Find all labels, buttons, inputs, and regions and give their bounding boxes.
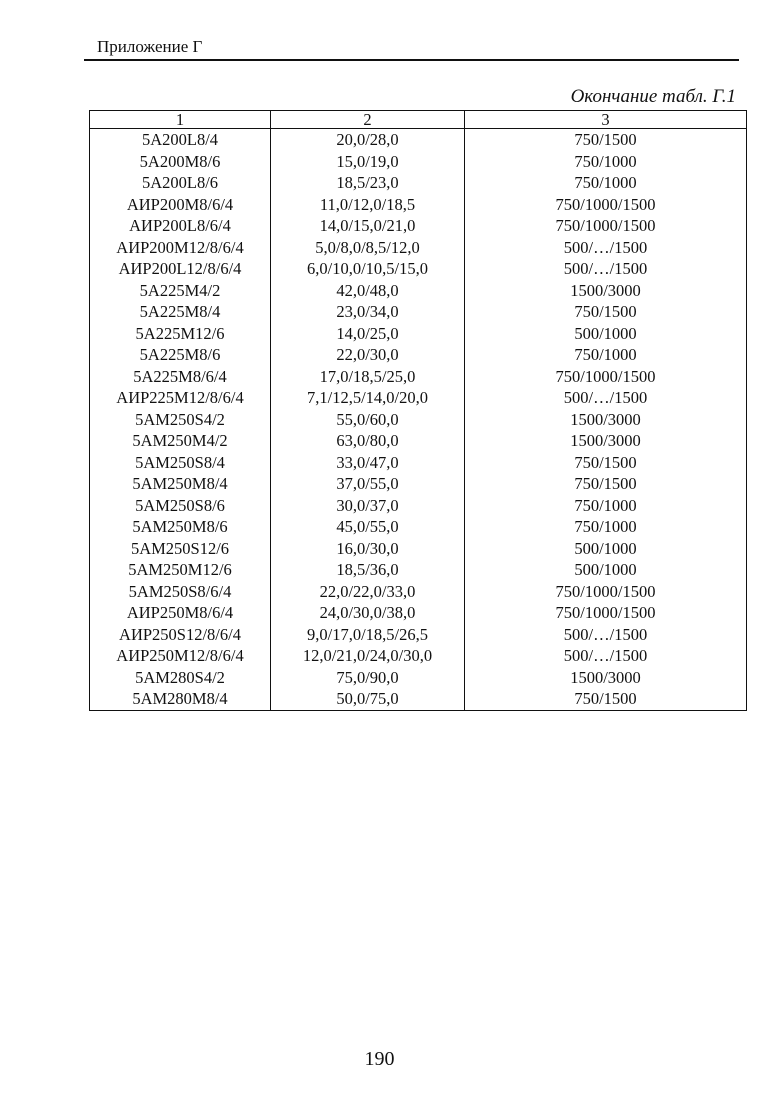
table-cell: 5AM250M12/6 xyxy=(90,559,271,581)
table-body xyxy=(90,129,747,711)
table-cell: 750/1500 xyxy=(465,301,747,323)
table-cell: 5AM250S4/2 xyxy=(90,409,271,431)
table-row xyxy=(90,280,747,302)
table-cell: 750/1500 xyxy=(465,473,747,495)
table-cell: 37,0/55,0 xyxy=(271,473,465,495)
table-cell: 75,0/90,0 xyxy=(271,667,465,689)
table-cell: 500/…/1500 xyxy=(465,387,747,409)
table-row xyxy=(90,473,747,495)
table-cell: 750/1000/1500 xyxy=(465,215,747,237)
table-cell: 500/…/1500 xyxy=(465,237,747,259)
table-cell: 55,0/60,0 xyxy=(271,409,465,431)
running-header: Приложение Г xyxy=(97,37,203,56)
table-cell: 50,0/75,0 xyxy=(271,688,465,710)
table-cell: 5A225M12/6 xyxy=(90,323,271,345)
table-cell: 1500/3000 xyxy=(465,409,747,431)
table-cell: 750/1000/1500 xyxy=(465,602,747,624)
table-cell: 750/1000 xyxy=(465,495,747,517)
table-row xyxy=(90,172,747,194)
table-cell: 500/…/1500 xyxy=(465,258,747,280)
table-cell: 7,1/12,5/14,0/20,0 xyxy=(271,387,465,409)
table-caption: Окончание табл. Г.1 xyxy=(570,86,736,107)
table-row xyxy=(90,344,747,366)
table-cell: 5AM250S8/6/4 xyxy=(90,581,271,603)
table-cell: 5AM250S12/6 xyxy=(90,538,271,560)
table-cell: 63,0/80,0 xyxy=(271,430,465,452)
table-cell: 17,0/18,5/25,0 xyxy=(271,366,465,388)
table-cell: 15,0/19,0 xyxy=(271,151,465,173)
table-cell: 22,0/30,0 xyxy=(271,344,465,366)
table-cell: 14,0/25,0 xyxy=(271,323,465,345)
table-cell: 500/…/1500 xyxy=(465,624,747,646)
table-cell: 750/1000 xyxy=(465,344,747,366)
table-cell: 5AM250M8/4 xyxy=(90,473,271,495)
table-cell: 750/1500 xyxy=(465,688,747,710)
table-cell: 750/1000/1500 xyxy=(465,366,747,388)
table-row xyxy=(90,151,747,173)
table-cell: 5,0/8,0/8,5/12,0 xyxy=(271,237,465,259)
header-rule xyxy=(84,59,739,61)
table-cell: 22,0/22,0/33,0 xyxy=(271,581,465,603)
table-cell: АИР250M8/6/4 xyxy=(90,602,271,624)
table-row xyxy=(90,602,747,624)
table-cell: 5AM250S8/4 xyxy=(90,452,271,474)
table-cell: 750/1000 xyxy=(465,151,747,173)
table-cell: 1500/3000 xyxy=(465,280,747,302)
table-cell: 11,0/12,0/18,5 xyxy=(271,194,465,216)
table-cell: АИР200L8/6/4 xyxy=(90,215,271,237)
table-row xyxy=(90,452,747,474)
table-row xyxy=(90,194,747,216)
page-number: 190 xyxy=(364,1048,395,1070)
data-table-container xyxy=(89,110,746,711)
table-cell: 5A200L8/6 xyxy=(90,172,271,194)
table-cell: 5A225M8/6/4 xyxy=(90,366,271,388)
table-cell: 500/1000 xyxy=(465,323,747,345)
column-header: 2 xyxy=(271,111,465,129)
table-cell: 750/1000 xyxy=(465,516,747,538)
table-cell: 5A200L8/4 xyxy=(90,129,271,151)
table-cell: 750/1000/1500 xyxy=(465,581,747,603)
table-cell: 16,0/30,0 xyxy=(271,538,465,560)
table-row xyxy=(90,667,747,689)
table-cell: 1500/3000 xyxy=(465,430,747,452)
table-cell: 45,0/55,0 xyxy=(271,516,465,538)
table-row xyxy=(90,624,747,646)
table-cell: 500/1000 xyxy=(465,559,747,581)
table-row xyxy=(90,495,747,517)
table-cell: 5A225M4/2 xyxy=(90,280,271,302)
table-cell: 24,0/30,0/38,0 xyxy=(271,602,465,624)
table-row xyxy=(90,237,747,259)
table-cell: 5AM250M8/6 xyxy=(90,516,271,538)
table-cell: 30,0/37,0 xyxy=(271,495,465,517)
table-row xyxy=(90,366,747,388)
table-row xyxy=(90,301,747,323)
table-cell: АИР200M12/8/6/4 xyxy=(90,237,271,259)
table-row xyxy=(90,645,747,667)
table-row xyxy=(90,387,747,409)
table-cell: 12,0/21,0/24,0/30,0 xyxy=(271,645,465,667)
table-cell: 6,0/10,0/10,5/15,0 xyxy=(271,258,465,280)
table-cell: 5AM250S8/6 xyxy=(90,495,271,517)
column-header: 3 xyxy=(465,111,747,129)
table-row xyxy=(90,258,747,280)
table-cell: 9,0/17,0/18,5/26,5 xyxy=(271,624,465,646)
table-row xyxy=(90,430,747,452)
table-row xyxy=(90,688,747,710)
table-cell: 5AM280M8/4 xyxy=(90,688,271,710)
table-cell: 5AM250M4/2 xyxy=(90,430,271,452)
data-table xyxy=(89,110,747,711)
table-cell: 1500/3000 xyxy=(465,667,747,689)
table-cell: 5A225M8/4 xyxy=(90,301,271,323)
table-cell: 750/1000/1500 xyxy=(465,194,747,216)
table-cell: 5A200M8/6 xyxy=(90,151,271,173)
table-cell: 5A225M8/6 xyxy=(90,344,271,366)
table-cell: 750/1000 xyxy=(465,172,747,194)
table-cell: АИР250S12/8/6/4 xyxy=(90,624,271,646)
table-cell: 18,5/36,0 xyxy=(271,559,465,581)
table-cell: 750/1500 xyxy=(465,452,747,474)
table-header-row xyxy=(90,111,747,129)
table-row xyxy=(90,581,747,603)
table-cell: 18,5/23,0 xyxy=(271,172,465,194)
table-cell: 500/1000 xyxy=(465,538,747,560)
table-cell: 500/…/1500 xyxy=(465,645,747,667)
table-cell: 20,0/28,0 xyxy=(271,129,465,151)
table-row xyxy=(90,215,747,237)
table-cell: 33,0/47,0 xyxy=(271,452,465,474)
table-cell: АИР200L12/8/6/4 xyxy=(90,258,271,280)
table-cell: АИР200M8/6/4 xyxy=(90,194,271,216)
table-row xyxy=(90,129,747,151)
table-cell: 14,0/15,0/21,0 xyxy=(271,215,465,237)
column-header: 1 xyxy=(90,111,271,129)
table-row xyxy=(90,559,747,581)
table-cell: АИР225M12/8/6/4 xyxy=(90,387,271,409)
table-cell: 750/1500 xyxy=(465,129,747,151)
table-row xyxy=(90,323,747,345)
table-cell: АИР250M12/8/6/4 xyxy=(90,645,271,667)
table-cell: 5AM280S4/2 xyxy=(90,667,271,689)
table-row xyxy=(90,409,747,431)
table-cell: 23,0/34,0 xyxy=(271,301,465,323)
table-cell: 42,0/48,0 xyxy=(271,280,465,302)
table-row xyxy=(90,516,747,538)
table-row xyxy=(90,538,747,560)
